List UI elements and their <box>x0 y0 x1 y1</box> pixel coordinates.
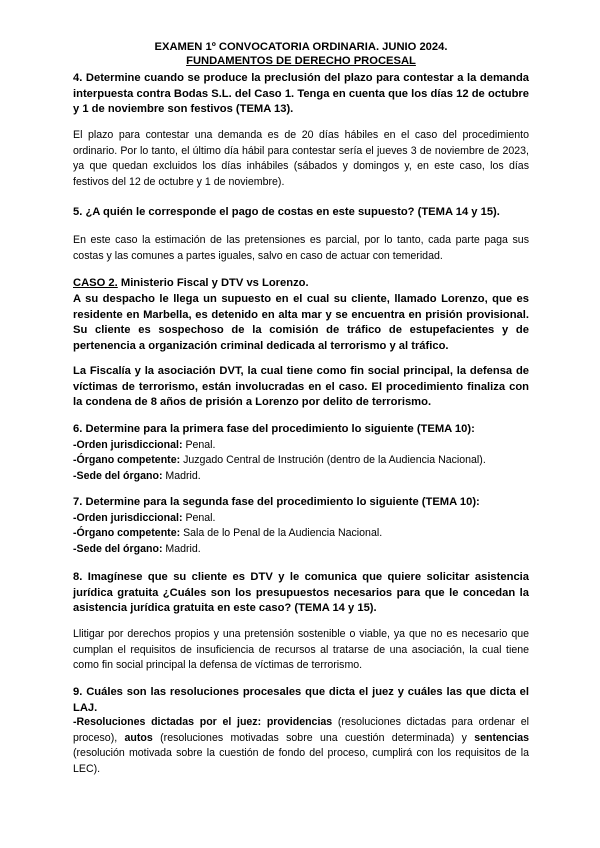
title-line-2: FUNDAMENTOS DE DERECHO PROCESAL <box>186 55 416 67</box>
question-9: 9. Cuáles son las resoluciones procesales que dicta el juez y cuáles las que dicta el LAJ. <box>73 686 529 714</box>
question-7: 7. Determine para la segunda fase del procedimiento lo siguiente (TEMA 10): <box>73 496 480 508</box>
case-2-title: Ministerio Fiscal y DTV vs Lorenzo. <box>117 277 309 289</box>
question-6-block <box>73 422 529 484</box>
title-line-1: EXAMEN 1º CONVOCATORIA ORDINARIA. JUNIO 2024. <box>154 41 448 53</box>
case-2-paragraph-1: A su despacho le llega un supuesto en el cual su cliente, llamado Lorenzo, que es residente en Marbella, es detenido en alta mar y se encuentra en prisión provisional. Su cliente es sospechoso de la comisión de tráfico de estupefacientes y de pertenencia a organización criminal dedicada al terrorismo y al tráfico. <box>73 293 529 352</box>
case-2-heading <box>73 276 529 292</box>
q6-item: -Órgano competente: Juzgado Central de Instrución (dentro de la Audiencia Nacional). <box>73 454 486 466</box>
q7-item: -Sede del órgano: Madrid. <box>73 542 201 555</box>
document-title <box>73 40 529 68</box>
q7-item: -Órgano competente: Sala de lo Penal de la Audiencia Nacional. <box>73 527 383 539</box>
answer-5: En este caso la estimación de las pretensiones es parcial, por lo tanto, cada parte paga sus costas y las comunes a partes iguales, salvo en caso de actuar con temeridad. <box>73 234 529 262</box>
q7-item: -Orden jurisdiccional: Penal. <box>73 511 216 524</box>
question-8: 8. Imagínese que su cliente es DTV y le comunica que quiere solicitar asistencia jurídica gratuita ¿Cuáles son los presupuestos necesarios para que le concedan la asistencia jurídica gratuita en este caso? (TEMA 14 y 15). <box>73 571 529 614</box>
question-6: 6. Determine para la primera fase del procedimiento lo siguiente (TEMA 10): <box>73 423 475 435</box>
question-5: 5. ¿A quién le corresponde el pago de costas en este supuesto? (TEMA 14 y 15). <box>73 206 500 218</box>
answer-8: Llitigar por derechos propios y una pretensión sostenible o viable, ya que no es necesario que cumplan el requisitos de insuficiencia de recursos al tratarse de una asociación, la cual tiene como fin social principal la defensa de víctimas de terrorismo. <box>73 628 529 671</box>
case-2-label: CASO 2. <box>73 277 118 289</box>
q6-item: -Orden jurisdiccional: Penal. <box>73 438 216 451</box>
question-7-block <box>73 495 529 557</box>
case-2-paragraph-2: La Fiscalía y la asociación DVT, la cual tiene como fin social principal, la defensa de víctimas de terrorismo, están involucradas en el caso. El procedimiento finaliza con la condena de 8 años de prisión a Lorenzo por delito de terrorismo. <box>73 365 529 408</box>
q6-item: -Sede del órgano: Madrid. <box>73 469 201 482</box>
answer-4: El plazo para contestar una demanda es de 20 días hábiles en el caso del procedimiento ordinario. Por lo tanto, el último día hábil para contestar sería el jueves 3 de noviembre de 2023, ya que quedan excluidos los días inhábiles (sábados y domingos y, en este caso, los días festivos del 12 de octubre y 1 de noviembre). <box>73 129 529 188</box>
question-4: 4. Determine cuando se produce la preclusión del plazo para contestar a la demanda interpuesta contra Bodas S.L. del Caso 1. Tenga en cuenta que los días 12 de octubre y 1 de noviembre son festivos (TEMA 13). <box>73 72 529 115</box>
answer-9: -Resoluciones dictadas por el juez: providencias (resoluciones dictadas para ordenar el proceso), autos (resoluciones motivadas sobre una cuestión determinada) y sentencias (resolución motivada sobre la cuestión de fondo del proceso, cumplirá con los requisitos de la LEC). <box>73 716 529 775</box>
